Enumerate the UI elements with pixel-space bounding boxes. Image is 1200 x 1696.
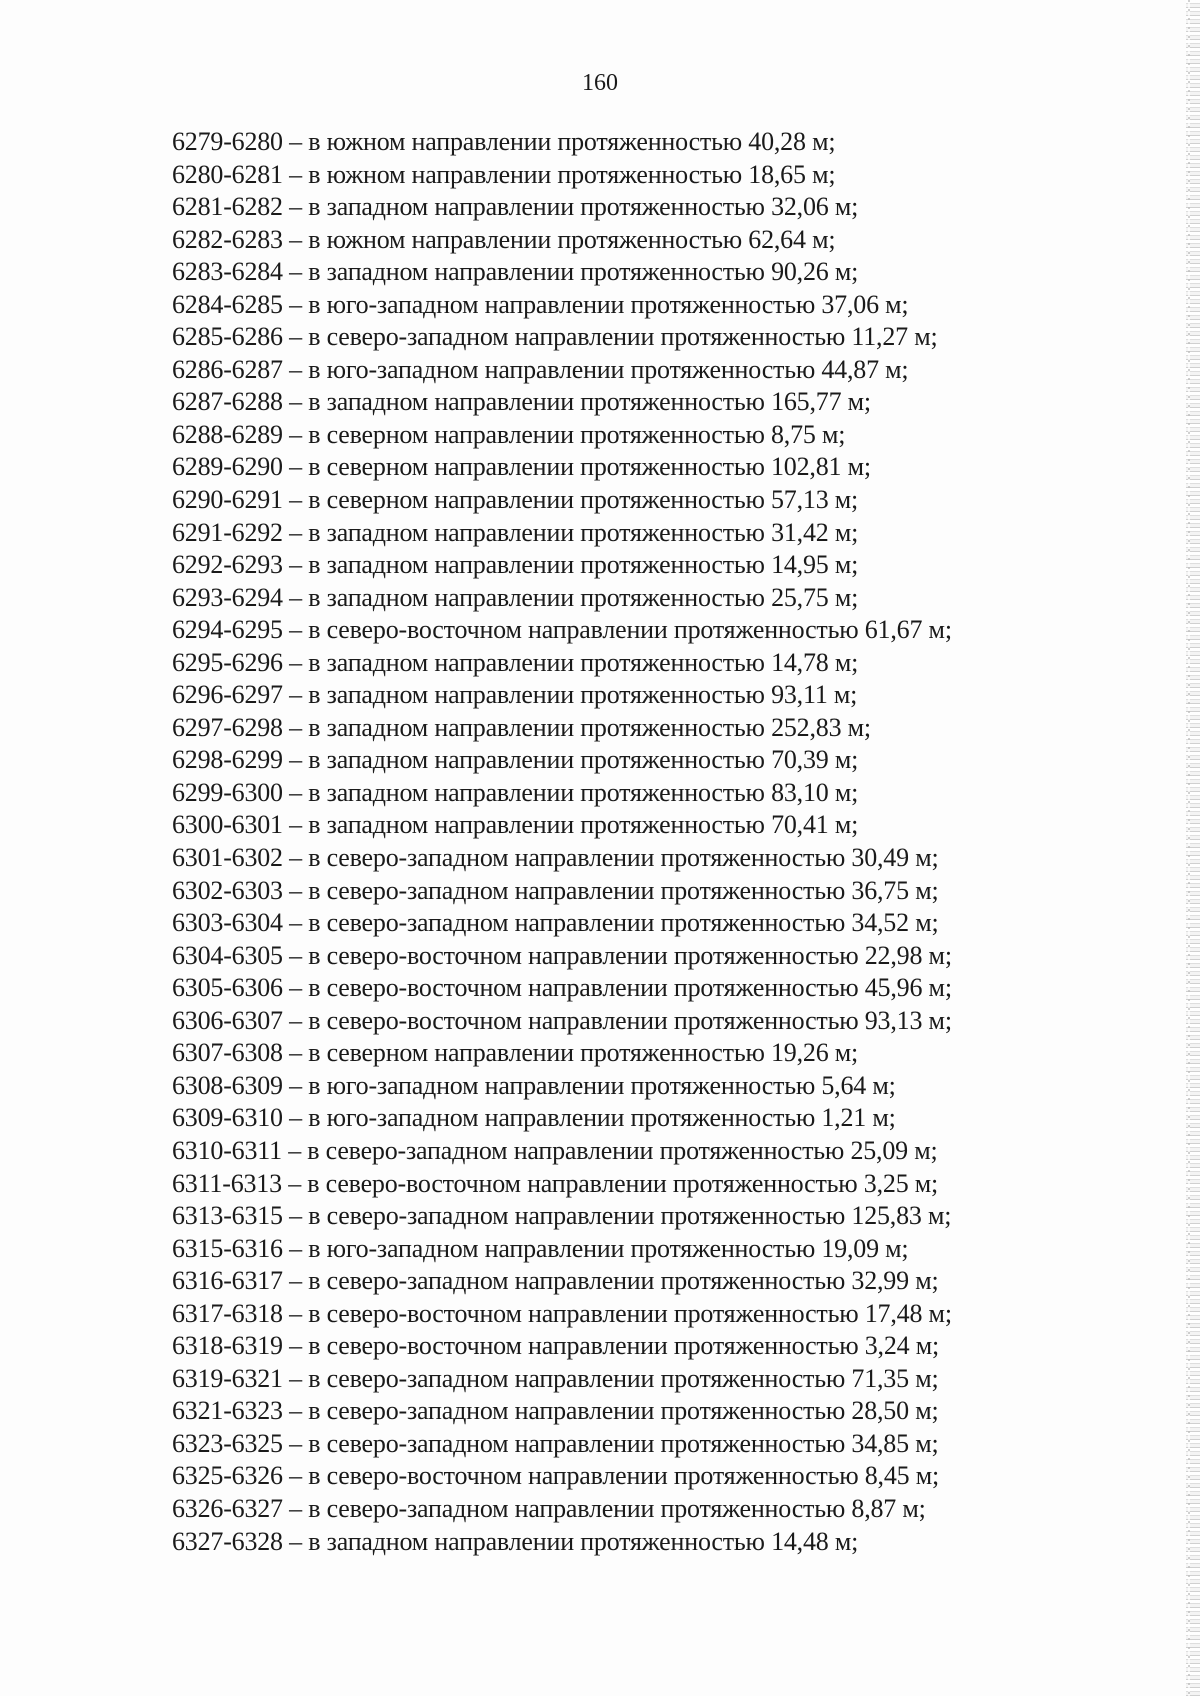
list-item: 6298-6299 – в западном направлении протяженностью 70,39 м; <box>172 745 859 775</box>
list-item: 6280-6281 – в южном направлении протяженностью 18,65 м; <box>172 159 836 189</box>
list-item: 6316-6317 – в северо-западном направлении протяженностью 32,99 м; <box>172 1266 939 1296</box>
list-item: 6326-6327 – в северо-западном направлении протяженностью 8,87 м; <box>172 1493 926 1523</box>
list-item: 6315-6316 – в юго-западном направлении протяженностью 19,09 м; <box>172 1233 909 1263</box>
list-item: 6291-6292 – в западном направлении протяженностью 31,42 м; <box>172 517 859 547</box>
list-item: 6306-6307 – в северо-восточном направлении протяженностью 93,13 м; <box>172 1005 952 1035</box>
list-item: 6304-6305 – в северо-восточном направлении протяженностью 22,98 м; <box>172 940 952 970</box>
list-item: 6321-6323 – в северо-западном направлении протяженностью 28,50 м; <box>172 1396 939 1426</box>
page-number: 160 <box>582 70 618 96</box>
list-item: 6302-6303 – в северо-западном направлении протяженностью 36,75 м; <box>172 875 939 905</box>
list-item: 6310-6311 – в северо-западном направлении протяженностью 25,09 м; <box>172 1135 938 1165</box>
scan-edge-line <box>1188 0 1190 1696</box>
list-item: 6300-6301 – в западном направлении протяженностью 70,41 м; <box>172 810 859 840</box>
list-item: 6287-6288 – в западном направлении протяженностью 165,77 м; <box>172 387 871 417</box>
list-item: 6279-6280 – в южном направлении протяженностью 40,28 м; <box>172 127 836 156</box>
list-item: 6327-6328 – в западном направлении протяженностью 14,48 м; <box>172 1526 859 1556</box>
list-item: 6293-6294 – в западном направлении протяженностью 25,75 м; <box>172 582 859 612</box>
list-item: 6311-6313 – в северо-восточном направлении протяженностью 3,25 м; <box>172 1168 939 1198</box>
list-item: 6305-6306 – в северо-восточном направлении протяженностью 45,96 м; <box>172 973 952 1003</box>
list-item: 6313-6315 – в северо-западном направлении протяженностью 125,83 м; <box>172 1201 952 1231</box>
list-item: 6288-6289 – в северном направлении протяженностью 8,75 м; <box>172 419 846 449</box>
list-item: 6297-6298 – в западном направлении протяженностью 252,83 м; <box>172 712 871 742</box>
list-item: 6281-6282 – в западном направлении протяженностью 32,06 м; <box>172 192 859 222</box>
list-item: 6282-6283 – в южном направлении протяженностью 62,64 м; <box>172 224 836 254</box>
list-item: 6296-6297 – в западном направлении протяженностью 93,11 м; <box>172 680 858 710</box>
list-item: 6317-6318 – в северо-восточном направлении протяженностью 17,48 м; <box>172 1298 952 1328</box>
list-item: 6319-6321 – в северо-западном направлении протяженностью 71,35 м; <box>172 1363 939 1393</box>
list-item: 6286-6287 – в юго-западном направлении протяженностью 44,87 м; <box>172 354 909 384</box>
list-item: 6292-6293 – в западном направлении протяженностью 14,95 м; <box>172 550 859 580</box>
list-item: 6308-6309 – в юго-западном направлении протяженностью 5,64 м; <box>172 1070 896 1100</box>
list-item: 6307-6308 – в северном направлении протяженностью 19,26 м; <box>172 1038 859 1068</box>
list-item: 6290-6291 – в северном направлении протяженностью 57,13 м; <box>172 485 859 515</box>
list-item: 6309-6310 – в юго-западном направлении протяженностью 1,21 м; <box>172 1103 896 1133</box>
list-item: 6284-6285 – в юго-западном направлении протяженностью 37,06 м; <box>172 289 909 319</box>
list-item: 6285-6286 – в северо-западном направлении протяженностью 11,27 м; <box>172 322 938 352</box>
list-item: 6289-6290 – в северном направлении протяженностью 102,81 м; <box>172 452 871 482</box>
boundary-description-list <box>172 126 1092 1558</box>
list-item: 6299-6300 – в западном направлении протяженностью 83,10 м; <box>172 777 859 807</box>
list-item: 6323-6325 – в северо-западном направлении протяженностью 34,85 м; <box>172 1428 939 1458</box>
list-item: 6325-6326 – в северо-восточном направлении протяженностью 8,45 м; <box>172 1461 940 1491</box>
list-item: 6301-6302 – в северо-западном направлении протяженностью 30,49 м; <box>172 843 939 873</box>
list-item: 6303-6304 – в северо-западном направлении протяженностью 34,52 м; <box>172 908 939 938</box>
list-item: 6295-6296 – в западном направлении протяженностью 14,78 м; <box>172 647 859 677</box>
list-item: 6294-6295 – в северо-восточном направлении протяженностью 61,67 м; <box>172 615 952 645</box>
list-item: 6283-6284 – в западном направлении протяженностью 90,26 м; <box>172 257 859 287</box>
list-item: 6318-6319 – в северо-восточном направлении протяженностью 3,24 м; <box>172 1331 940 1361</box>
